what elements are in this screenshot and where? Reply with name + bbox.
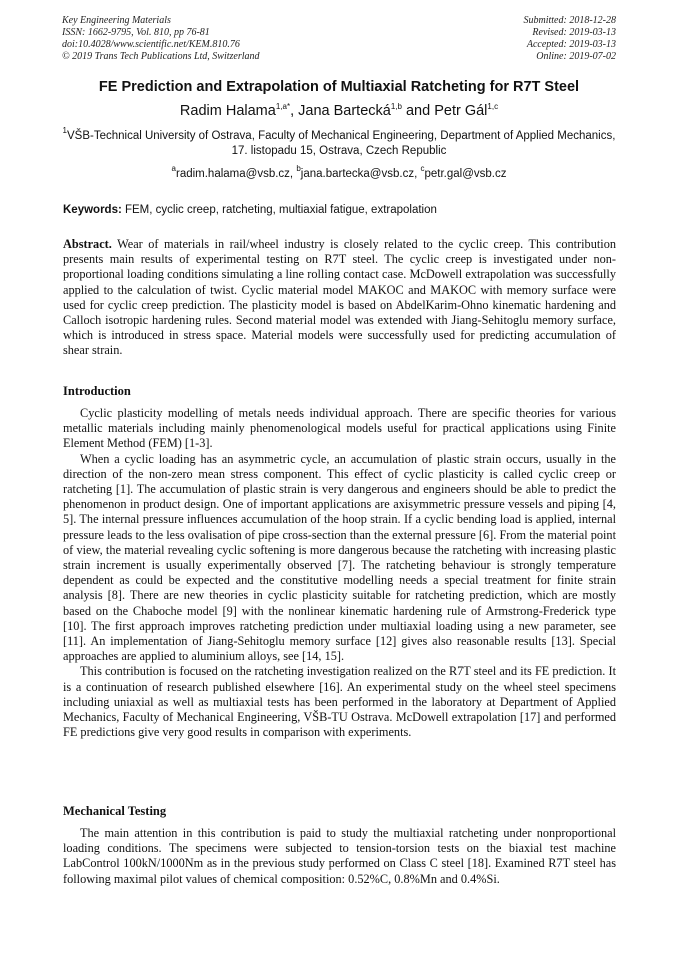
affiliation [62,126,616,158]
keywords-text: FEM, cyclic creep, ratcheting, multiaxial fatigue, extrapolation [121,204,437,216]
abstract-label: Abstract. [63,237,112,251]
paper-title: FE Prediction and Extrapolation of Multiaxial Ratcheting for R7T Steel [98,79,580,95]
email-mark: c [420,164,425,173]
journal-copyright: © 2019 Trans Tech Publications Ltd, Switzerland [62,51,260,62]
author-list [40,102,638,120]
introduction-section [63,384,616,740]
online-date: Online: 2019-07-02 [536,51,616,62]
author-separator: , [290,103,299,119]
keywords [63,203,617,217]
email-link[interactable]: radim.halama@vsb.cz [175,168,290,180]
affiliation-mark: 1 [62,126,67,135]
email-list [62,164,616,181]
journal-name: Key Engineering Materials [62,15,171,26]
section-heading: Introduction [63,384,131,398]
author-affiliation-mark: 1,a* [275,102,291,111]
accepted-date: Accepted: 2019-03-13 [526,39,616,50]
email-mark: b [296,164,301,173]
paragraph: When a cyclic loading has an asymmetric cycle, an accumulation of plastic strain occurs, usually in the direction of the non-zero mean stress component. This effect of cyclic plasticity is called cyclic creep or ratcheting [1]. The accumulation of plastic strain is very dangerous and engineers should be able to predict the phenomenon in product design. One of important applications are axisymmetric pressure vessels and piping [4, 5]. The internal pressure influences accumulation of the hoop strain. If a cyclic bending load is applied, internal pressure leads to the less ovalisation of pipe cross-section than the external pressure [6]. From the material point of view, the material revealing cyclic softening is more dangerous because the ratcheting with increasing plastic strain increment is usually experimentally observed [7]. The ratcheting behaviour is strongly temperature dependent as could be expected and the constitutive modelling needs a special treatment for finite strain analysis [8]. There are new theories in cyclic plasticity suitable for ratcheting prediction, which are mostly based on the Chaboche model [9] with the nonlinear kinematic hardening rule of Armstrong-Frederick type [10]. The first approach improves ratcheting prediction under multiaxial loading using a new parameter, see [11]. An implementation of Jiang-Sehitoglu memory surface [12] gives also reasonable results [13]. Special approaches are applied to aluminium alloys, see [14, 15]. [63,451,616,664]
email-link[interactable]: jana.bartecka@vsb.cz [300,168,415,180]
author-separator: and [401,103,435,119]
author-name: Jana Bartecká [298,103,391,119]
author-name: Radim Halama [179,103,276,119]
paragraph: The main attention in this contribution is paid to study the multiaxial ratcheting under nonproportional loading conditions. The specimens were subjected to tension-torsion tests on the biaxial test machine LabControl 100kN/1000Nm as in the previous study performed on Class C steel [18]. Examined R7T steel has following maximal pilot values of chemical composition: 0.52%C, 0.8%Mn and 0.4%Si. [63,826,616,886]
abstract-text: Wear of materials in rail/wheel industry is closely related to the cyclic creep. This contribution presents main results of experimental testing on R7T steel. The cyclic creep is investigated under non-proportional loading conditions simulating a line rolling contact case. McDowell extrapolation was successfully applied to the calculation of twist. Cyclic material model MAKOC and MAKOC with memory surface were used for cyclic creep prediction. The plasticity model is based on AbdelKarim-Ohno kinematic hardening and Calloch isotropic hardening rules. Second material model was extended with Jiang-Sehitoglu memory surface, which is introduced in stress space. Material models were successfully used for predicting accumulation of shear strain. [63,237,616,358]
mechanical-testing-section [63,804,616,887]
journal-doi[interactable]: doi:10.4028/www.scientific.net/KEM.810.76 [62,39,240,50]
email-link[interactable]: petr.gal@vsb.cz [424,168,507,180]
email-separator: , [414,168,421,180]
submitted-date: Submitted: 2018-12-28 [523,15,616,26]
revised-date: Revised: 2019-03-13 [532,27,616,38]
author-affiliation-mark: 1,c [487,102,499,111]
email-mark: a [171,164,176,173]
email-separator: , [289,168,297,180]
journal-info [62,15,260,63]
abstract [63,237,616,359]
submission-dates [524,15,617,63]
affiliation-text: VŠB-Technical University of Ostrava, Faculty of Mechanical Engineering, Department of Applied Mechanics, 17. listopadu 15, Ostrava, Czech Republic [67,130,616,157]
paragraph: Cyclic plasticity modelling of metals needs individual approach. There are specific theories for various metallic materials including mainly phenomenological models useful for practical applications using Finite Element Method (FEM) [1-3]. [63,406,616,451]
author-name: Petr Gál [434,103,488,119]
paragraph: This contribution is focused on the ratcheting investigation realized on the R7T steel and its FE prediction. It is a continuation of research published elsewhere [16]. An experimental study on the wheel steel specimens including uniaxial as well as multiaxial tests has been performed in the laboratory at Department of Applied Mechanics, Faculty of Mechanical Engineering, VŠB-TU Ostrava. McDowell extrapolation [17] and performed FE predictions give very good results in comparison with experiments. [63,664,616,740]
journal-issn: ISSN: 1662-9795, Vol. 810, pp 76-81 [62,27,210,38]
author-affiliation-mark: 1,b [390,102,402,111]
section-heading: Mechanical Testing [63,804,167,818]
keywords-label: Keywords: [63,204,122,216]
